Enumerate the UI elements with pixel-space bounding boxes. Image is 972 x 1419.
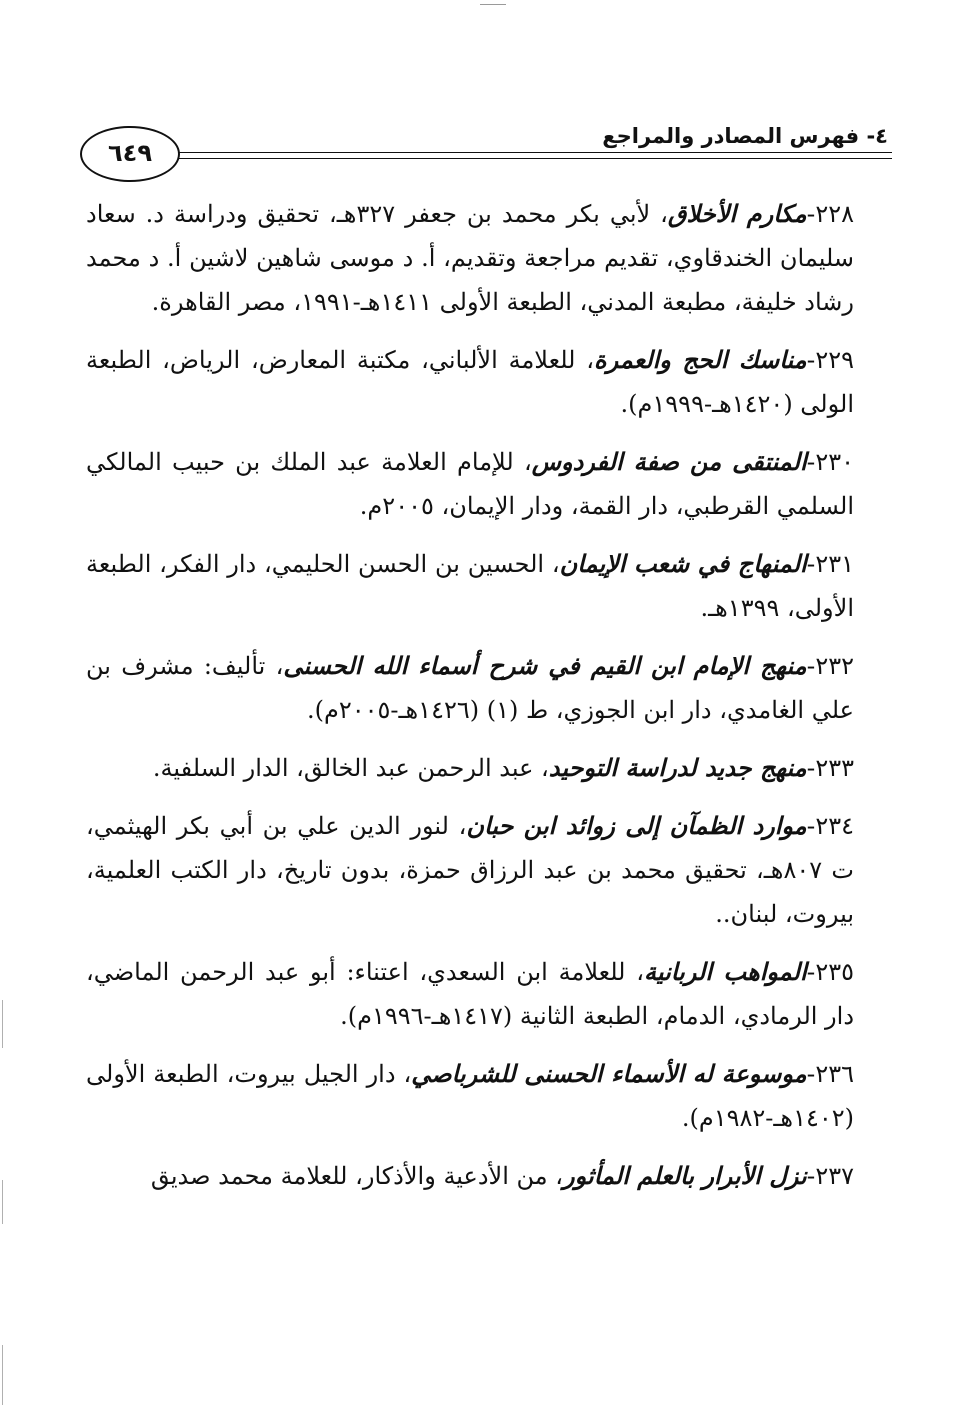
scan-margin-mark bbox=[2, 1345, 3, 1405]
scan-margin-mark bbox=[2, 1000, 3, 1048]
entry-text: ، دار الجيل بيروت، الطبعة الأولى (١٤٠٢هـ-١٩٨٢م). bbox=[86, 1060, 854, 1132]
entry-number: ٢٣٧ bbox=[815, 1162, 854, 1190]
bibliography-entry: ٢٣٢-منهج الإمام ابن القيم في شرح أسماء الله الحسنى، تأليف: مشرف بن علي الغامدي، دار ابن الجوزي، ط (١) (١٤٢٦هـ-٢٠٠٥م). bbox=[86, 652, 854, 724]
header-rule bbox=[176, 152, 892, 153]
bibliography-list bbox=[86, 192, 854, 1212]
section-title: ٤- فهرس المصادر والمراجع bbox=[602, 124, 888, 148]
entry-title: المواهب الربانية bbox=[644, 958, 807, 986]
entry-text: ، للعلامة الألباني، مكتبة المعارض، الرياض، الطبعة الولى (١٤٢٠هـ-١٩٩٩م). bbox=[86, 346, 854, 418]
entry-number: ٢٢٨ bbox=[815, 200, 854, 228]
entry-text: ، لأبي بكر محمد بن جعفر ٣٢٧هـ، تحقيق ودراسة د. سعاد سليمان الخندقاوي، تقديم مراجعة وتقديم، أ. د موسى شاهين لاشين أ. د محمد رشاد خليفة، مطبعة المدني، الطبعة الأولى ١٤١١هـ-١٩٩١، مصر القاهرة. bbox=[86, 200, 854, 316]
entry-title: موسوعة له الأسماء الحسنى للشرباصي bbox=[411, 1060, 807, 1088]
scan-margin-mark bbox=[2, 1180, 3, 1224]
entry-text: ، للإمام العلامة عبد الملك بن حبيب المالكي السلمي القرطبي، دار القمة، ودار الإيمان، ٢٠٠٥م. bbox=[86, 448, 854, 520]
entry-number: ٢٣١ bbox=[815, 550, 855, 578]
entry-number: ٢٣٤ bbox=[815, 812, 854, 840]
entry-title: موارد الظمآن إلى زوائد ابن حبان bbox=[466, 812, 807, 840]
bibliography-entry: ٢٣٦-موسوعة له الأسماء الحسنى للشرباصي، دار الجيل بيروت، الطبعة الأولى (١٤٠٢هـ-١٩٨٢م). bbox=[86, 1060, 854, 1132]
entry-title: مكارم الأخلاق bbox=[667, 200, 807, 228]
bibliography-entry: ٢٣٧-نزل الأبرار بالعلم المأثور، من الأدعية والأذكار، للعلامة محمد صديق bbox=[150, 1162, 854, 1190]
entry-number: ٢٣٠ bbox=[815, 448, 855, 476]
bibliography-entry: ٢٣٣-منهج جديد لدراسة التوحيد، عبد الرحمن عبد الخالق، الدار السلفية. bbox=[152, 754, 854, 782]
entry-number: ٢٣٦ bbox=[815, 1060, 854, 1088]
entry-title: منهج الإمام ابن القيم في شرح أسماء الله الحسنى bbox=[283, 652, 807, 680]
bibliography-entry: ٢٢٨-مكارم الأخلاق، لأبي بكر محمد بن جعفر ٣٢٧هـ، تحقيق ودراسة د. سعاد سليمان الخندقاوي، تقديم مراجعة وتقديم، أ. د موسى شاهين لاشين أ. د محمد رشاد خليفة، مطبعة المدني، الطبعة الأولى ١٤١١هـ-١٩٩١، مصر القاهرة. bbox=[86, 200, 854, 316]
page-number: ٦٤٩ bbox=[80, 126, 180, 182]
entry-title: منهج جديد لدراسة التوحيد bbox=[548, 754, 807, 782]
entry-text: ، من الأدعية والأذكار، للعلامة محمد صديق bbox=[150, 1162, 564, 1190]
entry-title: نزل الأبرار بالعلم المأثور bbox=[563, 1162, 807, 1190]
running-header bbox=[80, 118, 892, 188]
entry-title: المنهاج في شعب الإيمان bbox=[559, 550, 807, 578]
header-rule bbox=[176, 158, 892, 159]
bibliography-entry: ٢٣٠-المنتقى من صفة الفردوس، للإمام العلامة عبد الملك بن حبيب المالكي السلمي القرطبي، دار القمة، ودار الإيمان، ٢٠٠٥م. bbox=[86, 448, 855, 520]
entry-number: ٢٣٢ bbox=[815, 652, 854, 680]
entry-number: ٢٢٩ bbox=[815, 346, 854, 374]
entry-text: ، عبد الرحمن عبد الخالق، الدار السلفية. bbox=[152, 754, 549, 782]
bibliography-entry: ٢٣٤-موارد الظمآن إلى زوائد ابن حبان، لنور الدين علي بن أبي بكر الهيثمي، ت ٨٠٧هـ، تحقيق محمد بن عبد الرزاق حمزة، بدون تاريخ، دار الكتب العلمية، بيروت، لبنان.. bbox=[86, 812, 854, 928]
entry-number: ٢٣٥ bbox=[815, 958, 854, 986]
entry-title: المنتقى من صفة الفردوس bbox=[531, 448, 807, 476]
entry-title: مناسك الحج والعمرة bbox=[594, 346, 807, 374]
entry-text: ، الحسين بن الحسن الحليمي، دار الفكر، الطبعة الأولى، ١٣٩٩هـ. bbox=[86, 550, 854, 622]
entry-text: ، لنور الدين علي بن أبي بكر الهيثمي، ت ٨٠٧هـ، تحقيق محمد بن عبد الرزاق حمزة، بدون تاريخ، دار الكتب العلمية، بيروت، لبنان.. bbox=[86, 812, 854, 928]
entry-text: ، تأليف: مشرف بن علي الغامدي، دار ابن الجوزي، ط (١) (١٤٢٦هـ-٢٠٠٥م). bbox=[86, 652, 854, 724]
entry-number: ٢٣٣ bbox=[815, 754, 854, 782]
scan-top-mark bbox=[480, 4, 506, 5]
bibliography-entry: ٢٢٩-مناسك الحج والعمرة، للعلامة الألباني، مكتبة المعارض، الرياض، الطبعة الولى (١٤٢٠هـ-١٩٩٩م). bbox=[86, 346, 854, 418]
entry-text: ، للعلامة ابن السعدي، اعتناء: أبو عبد الرحمن الماضي، دار الرمادي، الدمام، الطبعة الثانية (١٤١٧هـ-١٩٩٦م). bbox=[86, 958, 854, 1030]
bibliography-entry: ٢٣٥-المواهب الربانية، للعلامة ابن السعدي، اعتناء: أبو عبد الرحمن الماضي، دار الرمادي، الدمام، الطبعة الثانية (١٤١٧هـ-١٩٩٦م). bbox=[86, 958, 854, 1030]
bibliography-entry: ٢٣١-المنهاج في شعب الإيمان، الحسين بن الحسن الحليمي، دار الفكر، الطبعة الأولى، ١٣٩٩هـ. bbox=[86, 550, 855, 622]
